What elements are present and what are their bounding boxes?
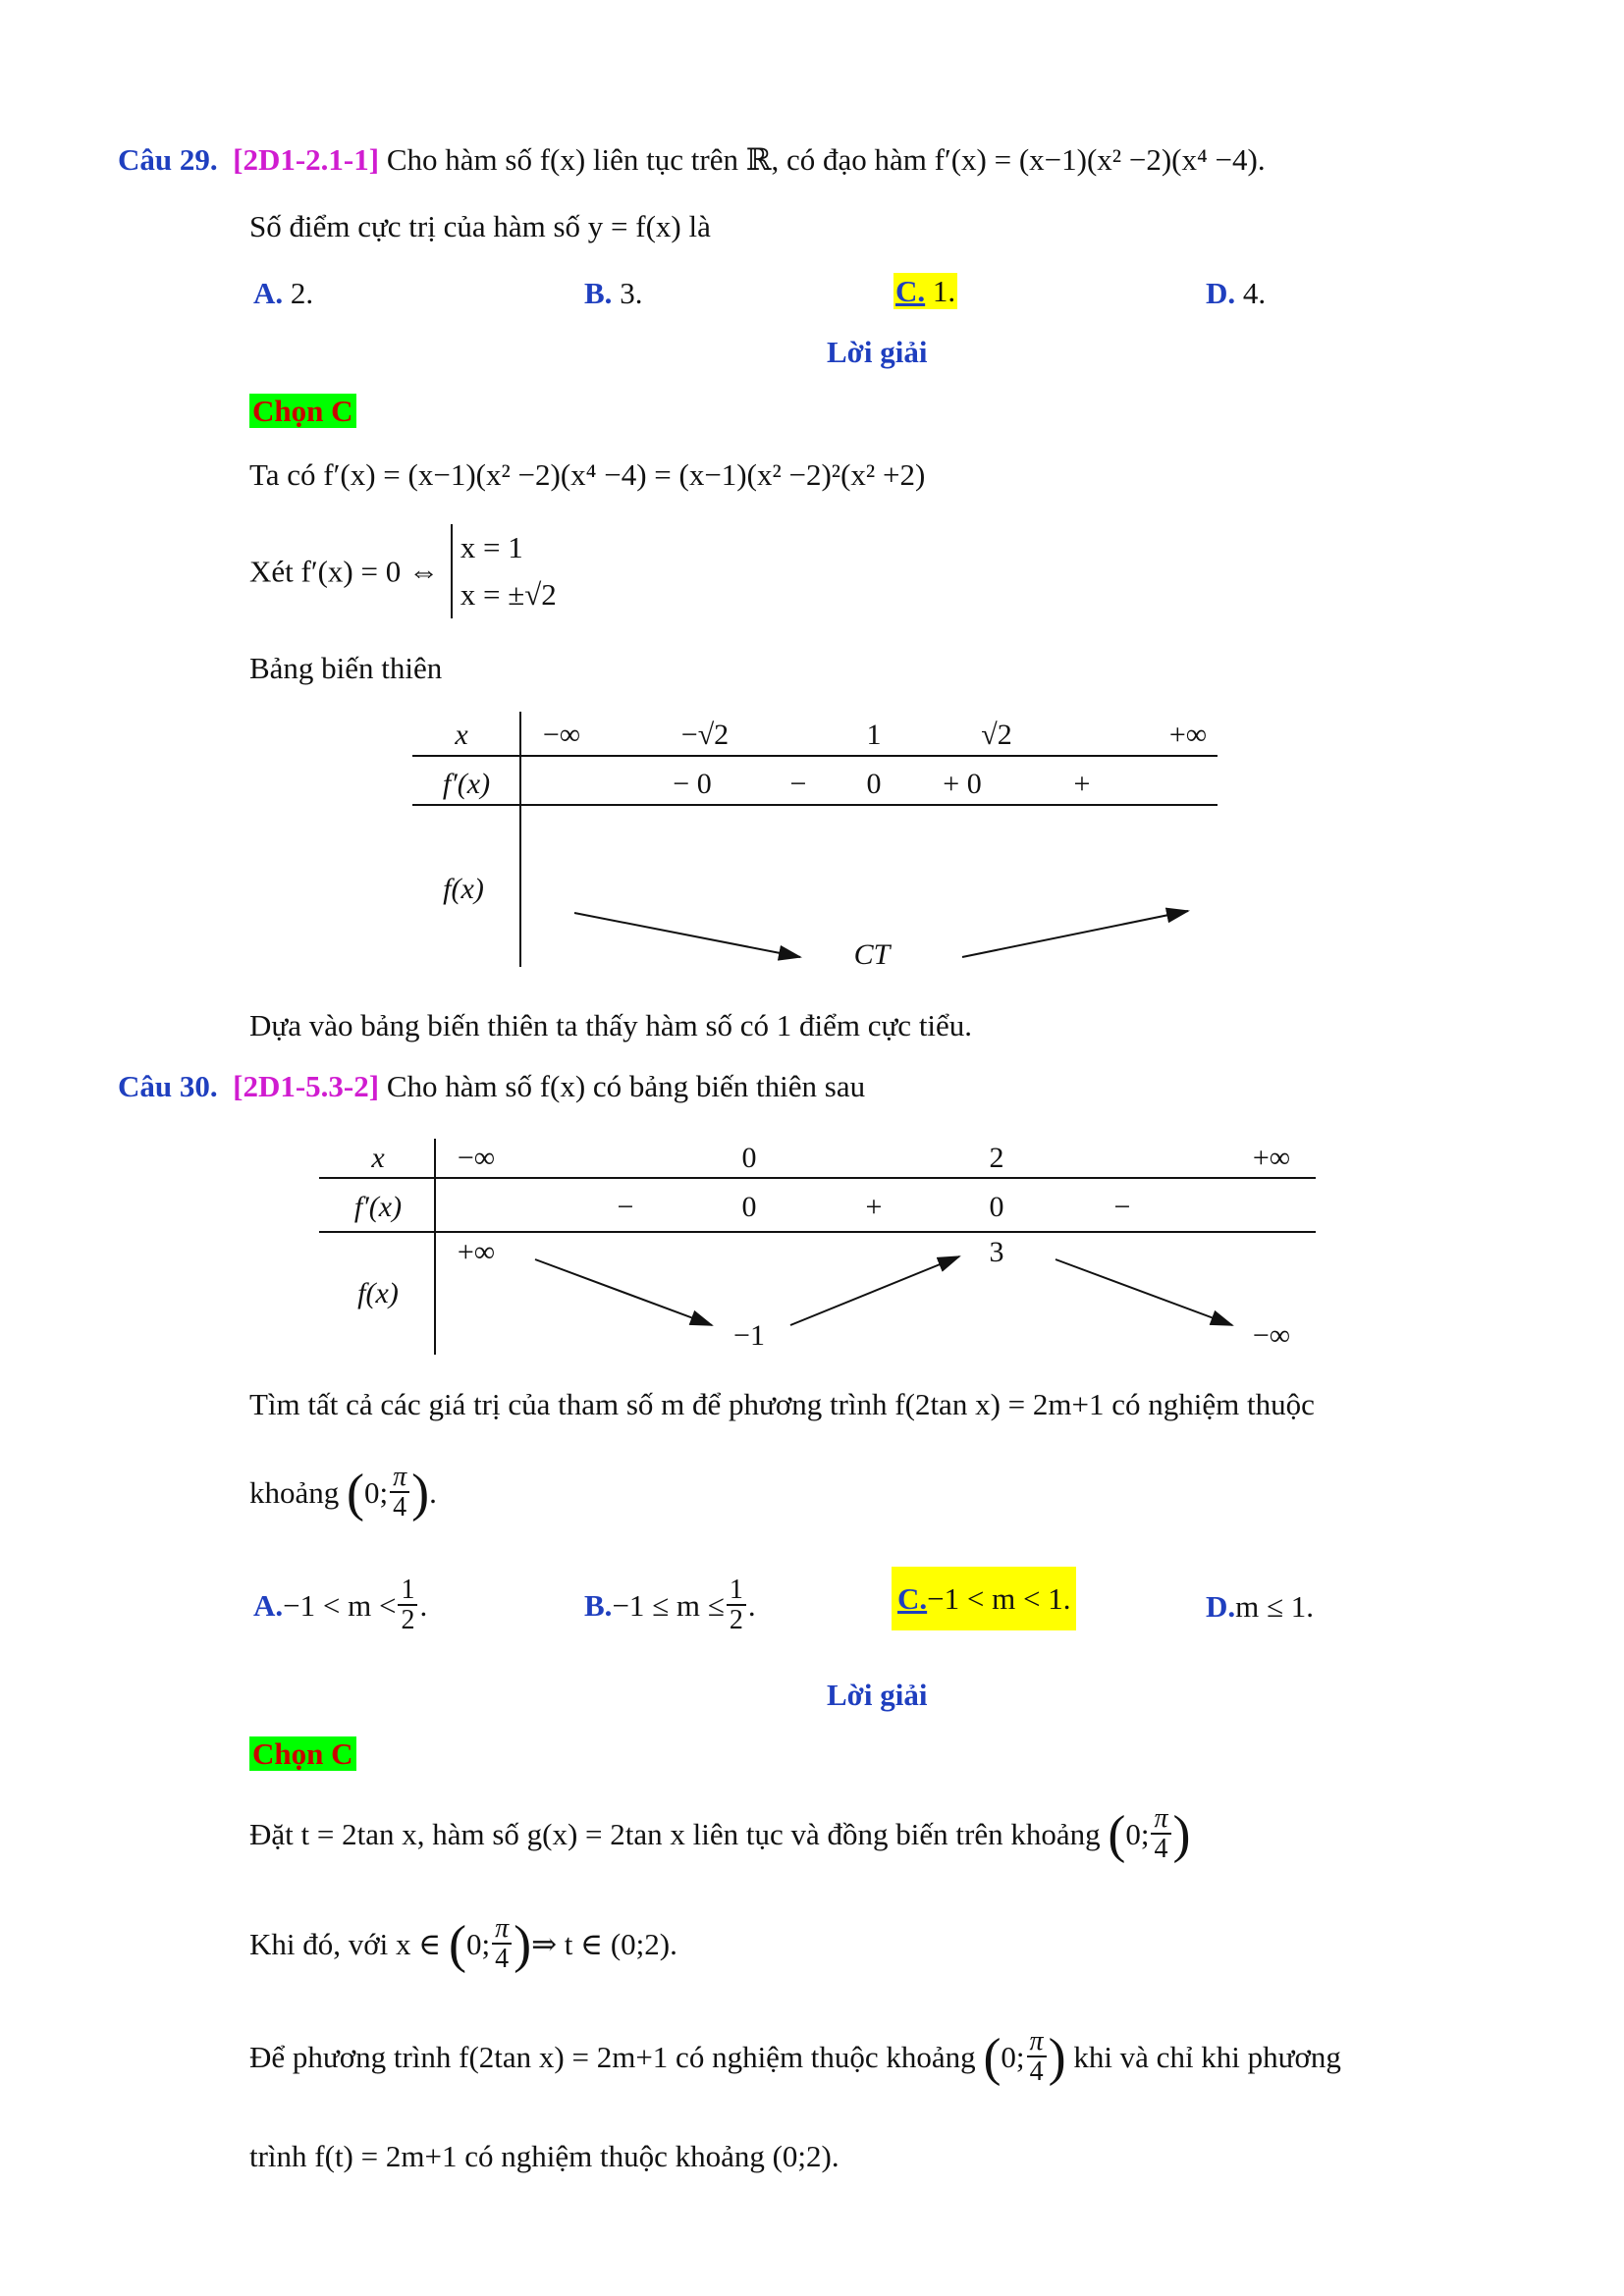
- arrow-decreasing-2: [1056, 1259, 1232, 1325]
- tbl-f-label: f(x): [357, 1277, 399, 1309]
- interval-left: 0;: [364, 1474, 389, 1510]
- q30-s1: [249, 1804, 1190, 1864]
- case-2: x = ±√2: [460, 577, 557, 613]
- pi-over-4: [390, 1463, 409, 1522]
- option-text: −1 < m <: [283, 1587, 397, 1623]
- step2-prefix: Xét f′(x) = 0 ⇔: [249, 554, 439, 589]
- paren-close: ): [1172, 1804, 1191, 1864]
- paren-open: (: [983, 2027, 1001, 2087]
- tbl-sign-2: −: [789, 768, 807, 800]
- option-text: 3.: [620, 276, 643, 310]
- option-text: −1 ≤ m ≤: [612, 1587, 725, 1623]
- s3-prefix: Để phương trình f(2tan x) = 2m+1 có nghiệm thuộc khoảng: [249, 2039, 976, 2074]
- tbl-fprime-label: f′(x): [353, 1191, 403, 1223]
- half-frac: [398, 1575, 417, 1635]
- option-text: m ≤ 1.: [1235, 1589, 1315, 1624]
- q29-option-c-correct[interactable]: [893, 273, 957, 309]
- q30-label: Câu 30.: [118, 1069, 218, 1103]
- pi-over-4: [1027, 2027, 1047, 2087]
- arrow-decreasing-1: [535, 1259, 712, 1325]
- q29-choice-badge: [249, 393, 356, 429]
- tbl-sign-4: + 0: [943, 768, 982, 800]
- q29-line2: Số điểm cực trị của hàm số y = f(x) là: [249, 209, 711, 243]
- tbl-val-three: 3: [989, 1236, 1004, 1268]
- q30-s3: [249, 2027, 1341, 2087]
- frac-num: π: [390, 1463, 409, 1493]
- case-1: x = 1: [460, 530, 523, 564]
- q29-option-d[interactable]: [1206, 275, 1266, 311]
- s2-prefix: Khi đó, với x ∈: [249, 1926, 442, 1961]
- case-bracket: [451, 524, 557, 618]
- tbl-sign-1: − 0: [673, 768, 712, 800]
- frac-num: 1: [727, 1575, 746, 1606]
- frac-num: π: [1151, 1804, 1170, 1835]
- q29-conclusion: Dựa vào bảng biến thiên ta thấy hàm số có 1 điểm cực tiểu.: [249, 1008, 973, 1042]
- q30-option-a[interactable]: [253, 1575, 427, 1635]
- tbl-sign-1: −: [617, 1191, 634, 1223]
- tbl-sign-4: 0: [989, 1191, 1004, 1223]
- q30-s4: trình f(t) = 2m+1 có nghiệm thuộc khoảng (0;2).: [249, 2139, 839, 2173]
- option-letter: A.: [253, 1587, 284, 1623]
- interval-left: 0;: [1001, 2039, 1025, 2074]
- q30-stem: Cho hàm số f(x) có bảng biến thiên sau: [386, 1069, 866, 1103]
- q30-option-b[interactable]: [584, 1575, 756, 1635]
- tbl-sign-5: −: [1113, 1191, 1131, 1223]
- frac-den: 2: [729, 1605, 743, 1636]
- tbl-one: 1: [866, 719, 882, 751]
- option-letter: D.: [1206, 276, 1236, 310]
- q29-option-a[interactable]: [253, 275, 313, 311]
- tbl-pos-inf: +∞: [1252, 1142, 1291, 1174]
- s1-text: Đặt t = 2tan x, hàm số g(x) = 2tan x liên tục và đồng biến trên khoảng: [249, 1816, 1101, 1851]
- q29-label: Câu 29.: [118, 142, 218, 177]
- pi-over-4: [492, 1914, 512, 1974]
- frac-num: π: [1027, 2027, 1047, 2057]
- tbl-f-label: f(x): [443, 873, 484, 905]
- q30-choice-badge: [249, 1735, 356, 1772]
- q30-prompt1: Tìm tất cả các giá trị của tham số m để phương trình f(2tan x) = 2m+1 có nghiệm thuộc: [249, 1387, 1315, 1421]
- interval-left: 0;: [465, 1926, 491, 1961]
- tbl-zero: 0: [741, 1142, 757, 1174]
- half-frac: [727, 1575, 746, 1635]
- tbl-neg-inf: −∞: [542, 719, 581, 751]
- q29-line1: [118, 141, 1266, 178]
- tbl-sign-3: 0: [866, 768, 882, 800]
- frac-den: 4: [1154, 1834, 1168, 1865]
- tbl-pos-inf: +∞: [1168, 719, 1208, 751]
- tbl-neg-inf: −∞: [457, 1142, 496, 1174]
- tbl-sign-2: 0: [741, 1191, 757, 1223]
- choice-label: Chọn C: [249, 1736, 356, 1771]
- option-text: 1.: [932, 274, 956, 308]
- q30-option-c-correct[interactable]: [892, 1567, 1076, 1630]
- arrow-decreasing: [574, 913, 800, 957]
- tbl-sign-3: +: [865, 1191, 883, 1223]
- q29-step1: Ta có f′(x) = (x−1)(x² −2)(x⁴ −4) = (x−1)(x² −2)²(x² +2): [249, 457, 926, 492]
- option-text: 2.: [290, 276, 314, 310]
- frac-den: 4: [393, 1492, 407, 1523]
- prompt2-prefix: khoảng: [249, 1474, 340, 1510]
- paren-close: ): [514, 1914, 532, 1974]
- q30-line1: [118, 1068, 865, 1104]
- q30-s2: [249, 1914, 677, 1974]
- q30-variation-table: [319, 1134, 1316, 1360]
- tbl-val-pos-inf: +∞: [457, 1236, 496, 1268]
- paren-open: (: [448, 1914, 466, 1974]
- option-letter: C.: [897, 1581, 928, 1616]
- interval-left: 0;: [1125, 1816, 1150, 1851]
- pi-over-4: [1151, 1804, 1170, 1864]
- q29-stem: Cho hàm số f(x) liên tục trên ℝ, có đạo hàm f′(x) = (x−1)(x² −2)(x⁴ −4).: [386, 142, 1266, 177]
- choice-label: Chọn C: [249, 394, 356, 428]
- q30-solution-title: Lời giải: [827, 1678, 928, 1712]
- option-text-end: .: [419, 1587, 428, 1623]
- paren-close: ): [411, 1463, 430, 1522]
- q30-tag: [2D1-5.3-2]: [233, 1069, 380, 1103]
- tbl-ct: CT: [853, 938, 891, 971]
- tbl-x-label: x: [455, 719, 468, 751]
- q29-variation-table: [412, 707, 1218, 972]
- paren-close: ): [1048, 2027, 1066, 2087]
- frac-den: 2: [401, 1605, 415, 1636]
- tbl-two: 2: [989, 1142, 1004, 1174]
- q29-step2: [249, 524, 557, 618]
- q29-tag: [2D1-2.1-1]: [233, 142, 380, 177]
- option-letter: C.: [895, 274, 926, 308]
- tbl-sqrt2: √2: [981, 719, 1012, 751]
- frac-num: π: [492, 1914, 512, 1945]
- option-letter: B.: [584, 276, 613, 310]
- tbl-val-neg1: −1: [733, 1319, 765, 1352]
- arrow-increasing: [962, 911, 1188, 957]
- option-text-end: .: [747, 1587, 756, 1623]
- frac-num: 1: [398, 1575, 417, 1606]
- tbl-sign-5: +: [1073, 768, 1091, 800]
- q29-solution-title: Lời giải: [827, 335, 928, 369]
- paren-open: (: [1108, 1804, 1126, 1864]
- tbl-neg-sqrt2: −√2: [680, 719, 730, 751]
- paren-open: (: [347, 1463, 364, 1522]
- option-text: 4.: [1242, 276, 1267, 310]
- frac-den: 4: [1029, 2056, 1044, 2088]
- option-letter: D.: [1206, 1589, 1236, 1624]
- option-letter: A.: [253, 276, 284, 310]
- option-letter: B.: [584, 1587, 613, 1623]
- s2-suffix: ⇒ t ∈ (0;2).: [531, 1926, 677, 1961]
- tbl-x-label: x: [371, 1142, 385, 1174]
- q30-prompt2: khoảng (0; $\frac{\pi}{4}$ ).: [249, 1462, 437, 1523]
- q29-step3: Bảng biến thiên: [249, 651, 443, 685]
- s3-suffix: khi và chỉ khi phương: [1073, 2039, 1341, 2074]
- arrow-increasing: [790, 1256, 959, 1325]
- option-text: −1 < m < 1.: [927, 1581, 1071, 1616]
- tbl-fprime-label: f′(x): [442, 768, 491, 800]
- tbl-val-neg-inf: −∞: [1252, 1319, 1291, 1352]
- q29-option-b[interactable]: [584, 275, 642, 311]
- q30-option-d[interactable]: [1206, 1588, 1314, 1625]
- frac-den: 4: [495, 1944, 510, 1975]
